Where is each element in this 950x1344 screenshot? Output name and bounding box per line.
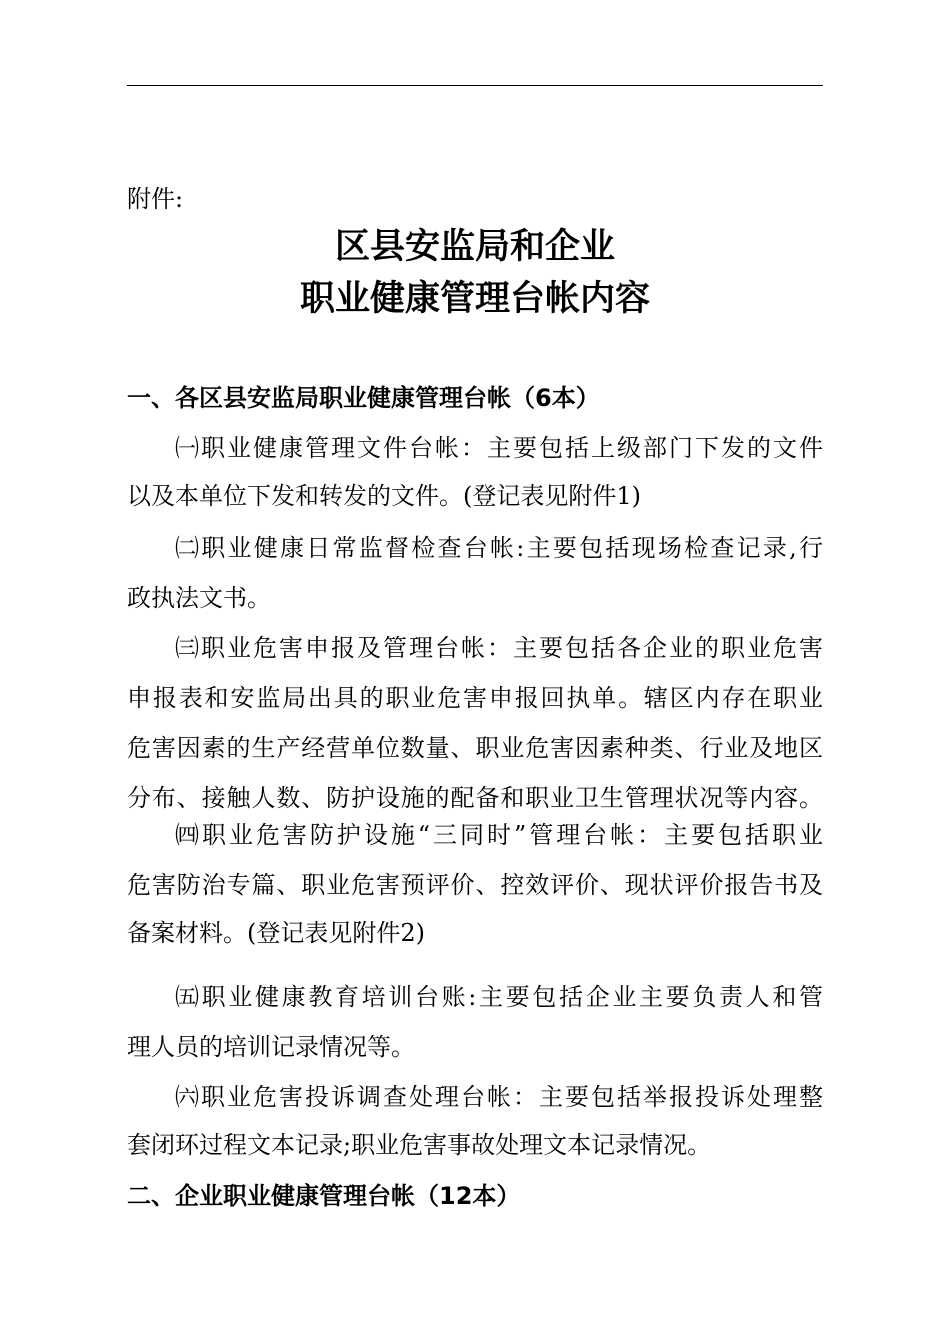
item-6-line-1: ㈥职业危害投诉调查处理台帐：主要包括举报投诉处理整 [175, 1083, 823, 1111]
document-title-line-1: 区县安监局和企业 [334, 227, 615, 267]
item-4-line-3: 备案材料。(登记表见附件2) [127, 919, 425, 947]
item-2-line-1: ㈡职业健康日常监督检查台帐:主要包括现场检查记录,行 [175, 534, 823, 562]
item-3-line-3: 危害因素的生产经营单位数量、职业危害因素种类、行业及地区 [127, 734, 823, 762]
item-3-line-2: 申报表和安监局出具的职业危害申报回执单。辖区内存在职业 [127, 684, 823, 712]
item-5-line-1: ㈤职业健康教育培训台账:主要包括企业主要负责人和管 [175, 983, 823, 1011]
item-2-line-2: 政执法文书。 [127, 584, 271, 612]
item-1-line-1: ㈠职业健康管理文件台帐：主要包括上级部门下发的文件 [175, 434, 823, 462]
item-4-line-1: ㈣职业危害防护设施“三同时”管理台帐：主要包括职业 [175, 821, 823, 849]
attachment-label: 附件: [127, 185, 184, 213]
section-2-heading: 二、企业职业健康管理台帐（12本） [127, 1182, 521, 1210]
section-1-heading: 一、各区县安监局职业健康管理台帐（6本） [127, 384, 600, 412]
item-4-line-2: 危害防治专篇、职业危害预评价、控效评价、现状评价报告书及 [127, 871, 823, 899]
item-3-line-4: 分布、接触人数、防护设施的配备和职业卫生管理状况等内容。 [127, 784, 823, 812]
item-1-line-2: 以及本单位下发和转发的文件。(登记表见附件1) [127, 482, 641, 510]
item-6-line-2: 套闭环过程文本记录;职业危害事故处理文本记录情况。 [127, 1131, 712, 1159]
document-title-line-2: 职业健康管理台帐内容 [299, 279, 650, 319]
item-5-line-2: 理人员的培训记录情况等。 [127, 1033, 415, 1061]
item-3-line-1: ㈢职业危害申报及管理台帐：主要包括各企业的职业危害 [175, 634, 823, 662]
header-rule [127, 85, 823, 86]
